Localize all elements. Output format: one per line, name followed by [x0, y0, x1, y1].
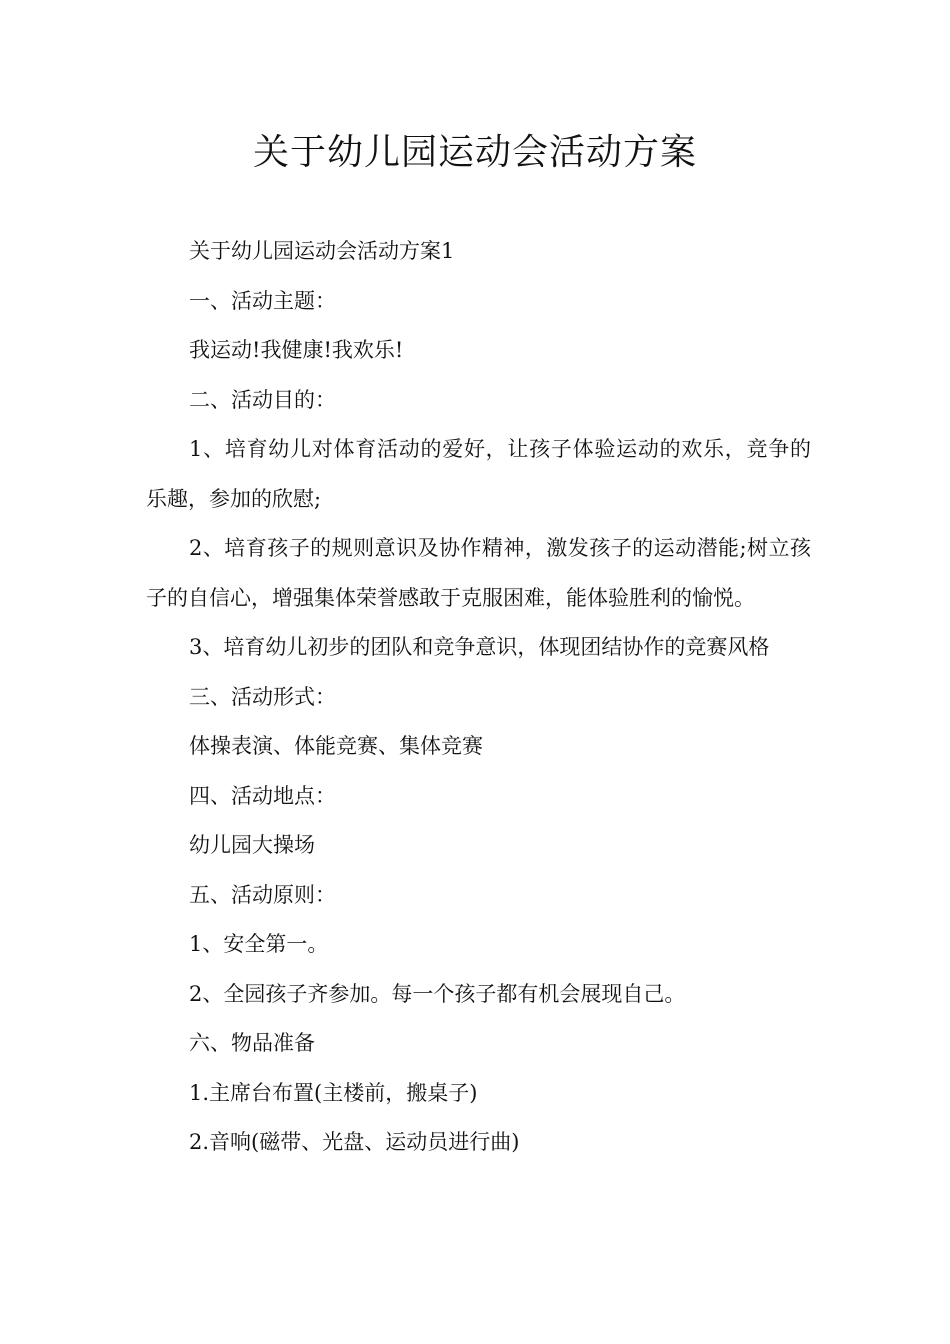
- paragraph-theme: 我运动!我健康!我欢乐!: [189, 338, 404, 362]
- paragraph-principle-1: 1、安全第一。: [189, 932, 329, 956]
- section-heading-principles: 五、活动原则：: [189, 882, 336, 907]
- paragraph-goal-2: 2、培育孩子的规则意识及协作精神，激发孩子的运动潜能;树立孩子的自信心，增强集体荣誉感敢于克服困难，能体验胜利的愉悦。: [146, 536, 811, 610]
- section-heading-materials: 六、物品准备: [189, 1031, 315, 1055]
- paragraph-location: 幼儿园大操场: [189, 833, 315, 857]
- section-heading-goals: 二、活动目的：: [189, 387, 336, 412]
- section-heading-location: 四、活动地点：: [189, 783, 336, 808]
- paragraph-format: 体操表演、体能竞赛、集体竞赛: [189, 734, 483, 758]
- document-title: 关于幼儿园运动会活动方案: [252, 132, 697, 173]
- paragraph-goal-1: 1、培育幼儿对体育活动的爱好，让孩子体验运动的欢乐，竞争的乐趣，参加的欣慰;: [146, 437, 811, 511]
- paragraph-material-2: 2.音响(磁带、光盘、运动员进行曲): [189, 1130, 520, 1154]
- paragraph-principle-2: 2、全园孩子齐参加。每一个孩子都有机会展现自己。: [189, 981, 686, 1006]
- document-body: [146, 227, 811, 1168]
- section-heading-format: 三、活动形式：: [189, 684, 336, 709]
- paragraph-material-1: 1.主席台布置(主楼前，搬桌子): [189, 1080, 478, 1105]
- paragraph-goal-3: 3、培育幼儿初步的团队和竞争意识，体现团结协作的竞赛风格: [189, 635, 770, 659]
- paragraph-plan-heading: 关于幼儿园运动会活动方案1: [189, 239, 455, 263]
- section-heading-theme: 一、活动主题：: [189, 288, 336, 313]
